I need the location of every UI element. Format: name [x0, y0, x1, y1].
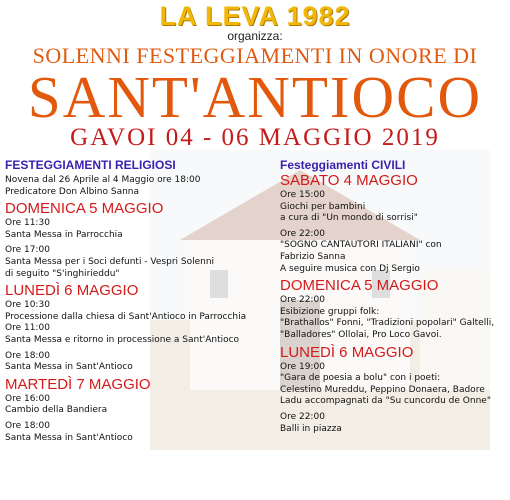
program-line: Ore 18:00 [5, 350, 50, 361]
religiosi-day-3-program [5, 394, 290, 444]
program-line: Balli in piazza [280, 423, 342, 434]
program-line: Santa Messa in Parrocchia [5, 229, 123, 240]
program-line: Celestino Mureddu, Peppino Donaera, Badore [280, 384, 485, 395]
program-line: Ore 22:00 [280, 411, 325, 422]
civili-day-3: LUNEDÌ 6 MAGGIO [280, 343, 414, 361]
program-line: a cura di "Un mondo di sorrisi" [280, 213, 418, 224]
program-line: "SOGNO CANTAUTORI ITALIANI" con [280, 240, 442, 251]
program-line: Santa Messa per i Soci defunti - Vespri Solenni [5, 256, 215, 267]
program-line: Cambio della Bandiera [5, 405, 108, 416]
program-line: Ore 19:00 [280, 361, 325, 372]
civili-day-1-program [280, 190, 508, 275]
subtitle: SOLENNI FESTEGGIAMENTI IN ONORE DI [32, 43, 478, 68]
program-line: Predicatore Don Albino Sanna [5, 186, 140, 197]
religiosi-day-2: LUNEDÌ 6 MAGGIO [5, 282, 139, 300]
program-line: Fabrizio Sanna [280, 251, 346, 262]
religiosi-day-1-program [5, 218, 290, 280]
program-line: Ore 10:30 [5, 300, 50, 311]
civili-day-1: SABATO 4 MAGGIO [280, 172, 418, 189]
religiosi-day-2-program [5, 300, 290, 374]
program-line: di seguito "S'inghirieddu" [5, 268, 120, 279]
program-line: Ore 22:00 [280, 228, 325, 239]
organizza-label: organizza: [227, 29, 283, 43]
program-line: Ore 11:00 [5, 323, 50, 334]
program-line: Ore 22:00 [280, 295, 325, 306]
main-title: SANT'ANTIOCO [27, 64, 483, 130]
program-line: Ore 11:30 [5, 218, 50, 229]
program-line: "Gara de poesia a bolu" con i poeti: [280, 373, 441, 384]
religiosi-day-3: MARTEDÌ 7 MAGGIO [5, 375, 151, 393]
program-line: Ore 18:00 [5, 420, 50, 431]
civili-day-2: DOMENICA 5 MAGGIO [280, 277, 439, 295]
civili-column [280, 158, 508, 435]
civili-day-2-program [280, 295, 508, 341]
religiosi-intro [5, 175, 290, 198]
religiosi-column [5, 158, 290, 444]
religiosi-title: FESTEGGIAMENTI RELIGIOSI [5, 158, 176, 172]
program-line: Esibizione gruppi folk: [280, 306, 380, 317]
program-line: Santa Messa in Sant'Antioco [5, 362, 133, 373]
program-line: Ladu accompagnati da "Su cuncordu de Onne" [280, 396, 491, 407]
program-line: Ore 15:00 [280, 190, 325, 200]
program-line: "Balladores" Ollolai, Pro Loco Gavoi. [280, 329, 442, 340]
program-line: Giochi per bambini [280, 201, 366, 212]
program-line: Santa Messa in Sant'Antioco [5, 432, 133, 443]
program-line: Ore 16:00 [5, 393, 50, 404]
civili-day-3-program [280, 362, 508, 436]
program-line: Novena dal 26 Aprile al 4 Maggio ore 18:00 [5, 175, 201, 185]
program-line: "Brathallos" Fonni, "Tradizioni popolari" Galtelli, [280, 318, 495, 329]
program-line: Santa Messa e ritorno in processione a Sant'Antioco [5, 334, 240, 345]
leva-title: LA LEVA 1982 [159, 1, 351, 31]
program-line: Ore 17:00 [5, 245, 50, 256]
religiosi-day-1: DOMENICA 5 MAGGIO [5, 200, 164, 218]
civili-title: Festeggiamenti CIVILI [280, 158, 406, 172]
event-dates: GAVOI 04 - 06 MAGGIO 2019 [70, 124, 440, 151]
program-line: A seguire musica con Dj Sergio [280, 263, 420, 274]
program-line: Processione dalla chiesa di Sant'Antioco in Parrocchia [5, 311, 247, 322]
